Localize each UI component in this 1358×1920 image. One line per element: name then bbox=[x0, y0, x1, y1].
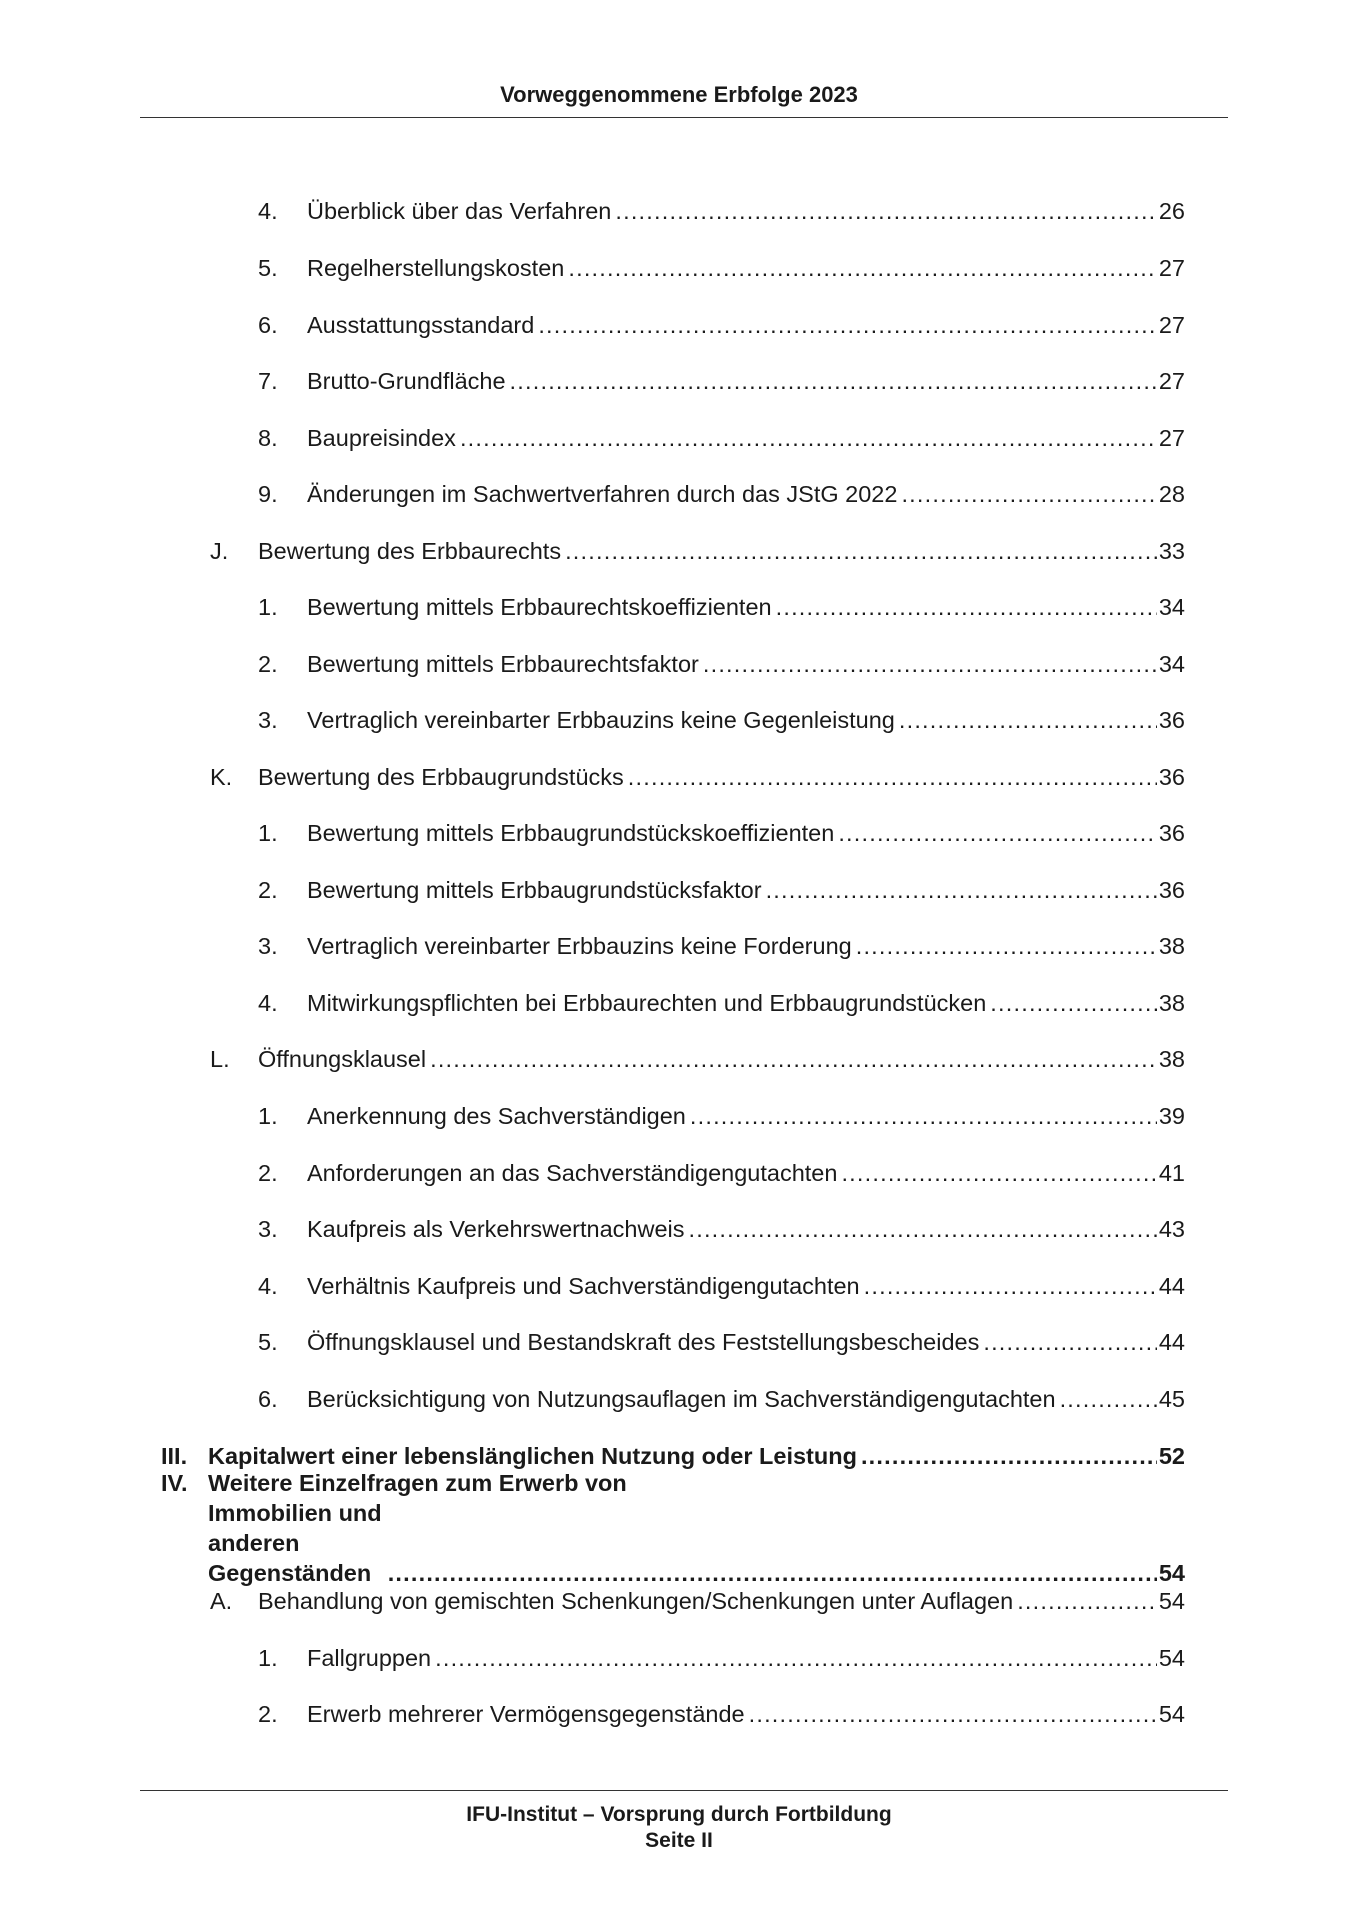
toc-entry-number: 3. bbox=[258, 707, 278, 733]
toc-entry-page: 27 bbox=[1158, 312, 1185, 338]
toc-entry-page: 26 bbox=[1158, 198, 1185, 224]
toc-entry[interactable] bbox=[258, 592, 1185, 622]
toc-entry[interactable] bbox=[210, 762, 1185, 792]
toc-dot-leader bbox=[990, 988, 1157, 1018]
toc-entry-page: 34 bbox=[1158, 651, 1185, 677]
toc-entry-number: 1. bbox=[258, 820, 278, 846]
toc-entry-title: Bewertung mittels Erbbaurechtskoeffizienten bbox=[307, 594, 772, 620]
toc-entry-page: 44 bbox=[1158, 1329, 1185, 1355]
toc-entry[interactable] bbox=[258, 1643, 1185, 1673]
toc-entry-title: Anforderungen an das Sachverständigengutachten bbox=[307, 1160, 838, 1186]
toc-dot-leader bbox=[565, 536, 1157, 566]
toc-entry-number: 4. bbox=[258, 198, 278, 224]
toc-entry-page: 28 bbox=[1158, 481, 1185, 507]
toc-entry-number: 3. bbox=[258, 933, 278, 959]
toc-entry-page: 36 bbox=[1158, 707, 1185, 733]
toc-entry-number: 5. bbox=[258, 1329, 278, 1355]
footer-rule bbox=[140, 1790, 1228, 1791]
toc-entry-page: 38 bbox=[1158, 990, 1185, 1016]
toc-entry[interactable] bbox=[258, 1384, 1185, 1414]
toc-dot-leader bbox=[1060, 1384, 1157, 1414]
toc-entry-page: 38 bbox=[1158, 1046, 1185, 1072]
toc-entry-number: K. bbox=[210, 764, 233, 790]
toc-entry[interactable] bbox=[258, 1214, 1185, 1244]
toc-entry-page: 39 bbox=[1158, 1103, 1185, 1129]
toc-dot-leader bbox=[690, 1101, 1157, 1131]
toc-entry-title: Vertraglich vereinbarter Erbbauzins keine Gegenleistung bbox=[307, 707, 895, 733]
toc-entry-title: Bewertung des Erbbaugrundstücks bbox=[258, 764, 624, 790]
toc-entry[interactable] bbox=[258, 1101, 1185, 1131]
toc-entry-page: 27 bbox=[1158, 425, 1185, 451]
toc-entry-title: Bewertung mittels Erbbaugrundstückskoeffizienten bbox=[307, 820, 835, 846]
toc-dot-leader bbox=[983, 1327, 1157, 1357]
toc-entry[interactable] bbox=[161, 1470, 1185, 1588]
toc-entry-title: Fallgruppen bbox=[307, 1645, 432, 1671]
toc-entry[interactable] bbox=[258, 931, 1185, 961]
toc-entry-number: 4. bbox=[258, 1273, 278, 1299]
toc-dot-leader bbox=[568, 253, 1157, 283]
toc-entry-page: 54 bbox=[1158, 1588, 1185, 1614]
toc-entry-title: Überblick über das Verfahren bbox=[307, 198, 612, 224]
toc-dot-leader bbox=[841, 1158, 1156, 1188]
toc-entry-number: 2. bbox=[258, 877, 278, 903]
toc-entry[interactable] bbox=[258, 253, 1185, 283]
toc-entry-title: Öffnungsklausel und Bestandskraft des Feststellungsbescheides bbox=[307, 1329, 980, 1355]
toc-entry-number: 1. bbox=[258, 1645, 278, 1671]
toc-entry-title-line1: Weitere Einzelfragen zum Erwerb von bbox=[208, 1470, 627, 1496]
toc-dot-leader bbox=[901, 479, 1156, 509]
toc-entry-page: 54 bbox=[1158, 1645, 1185, 1671]
toc-entry-title: Erwerb mehrerer Vermögensgegenstände bbox=[307, 1701, 745, 1727]
toc-entry[interactable] bbox=[258, 649, 1185, 679]
toc-entry-title: Kaufpreis als Verkehrswertnachweis bbox=[307, 1216, 685, 1242]
page-header-title: Vorweggenommene Erbfolge 2023 bbox=[500, 82, 858, 107]
toc-entry-page: 36 bbox=[1158, 820, 1185, 846]
toc-dot-leader bbox=[460, 423, 1157, 453]
toc-dot-leader bbox=[856, 931, 1157, 961]
toc-dot-leader bbox=[628, 762, 1157, 792]
toc-entry-title: Änderungen im Sachwertverfahren durch das JStG 2022 bbox=[307, 481, 898, 507]
toc-entry-number: 5. bbox=[258, 255, 278, 281]
toc-entry-title: Regelherstellungskosten bbox=[307, 255, 565, 281]
toc-dot-leader bbox=[615, 196, 1156, 226]
toc-entry-page: 38 bbox=[1158, 933, 1185, 959]
toc-entry[interactable] bbox=[258, 1158, 1185, 1188]
toc-entry[interactable] bbox=[258, 875, 1185, 905]
toc-entry[interactable] bbox=[210, 1586, 1185, 1616]
toc-entry-number: 2. bbox=[258, 651, 278, 677]
toc-entry-title: Verhältnis Kaufpreis und Sachverständigengutachten bbox=[307, 1273, 860, 1299]
footer-institute: IFU-Institut – Vorsprung durch Fortbildung bbox=[466, 1803, 892, 1826]
toc-entry-number: 2. bbox=[258, 1701, 278, 1727]
toc-dot-leader bbox=[703, 649, 1157, 679]
toc-entry-page: 36 bbox=[1158, 764, 1185, 790]
toc-entry-title: Öffnungsklausel bbox=[258, 1046, 427, 1072]
toc-entry-title: Anerkennung des Sachverständigen bbox=[307, 1103, 686, 1129]
toc-entry[interactable] bbox=[210, 1044, 1185, 1074]
toc-dot-leader bbox=[388, 1558, 1157, 1588]
toc-entry-page: 34 bbox=[1158, 594, 1185, 620]
toc-entry-page: 43 bbox=[1158, 1216, 1185, 1242]
toc-entry-number: 9. bbox=[258, 481, 278, 507]
toc-entry-title: Brutto-Grundfläche bbox=[307, 368, 506, 394]
toc-entry-number: L. bbox=[210, 1046, 230, 1072]
toc-entry-number: 8. bbox=[258, 425, 278, 451]
toc-entry-title: Bewertung mittels Erbbaurechtsfaktor bbox=[307, 651, 699, 677]
toc-entry-title: Ausstattungsstandard bbox=[307, 312, 535, 338]
toc-entry[interactable] bbox=[258, 818, 1185, 848]
toc-entry-page: 41 bbox=[1158, 1160, 1185, 1186]
toc-entry-page: 45 bbox=[1158, 1386, 1185, 1412]
toc-entry-page: 54 bbox=[1158, 1560, 1185, 1586]
toc-dot-leader bbox=[861, 1441, 1157, 1471]
toc-entry-number: 6. bbox=[258, 312, 278, 338]
toc-entry-title: Behandlung von gemischten Schenkungen/Schenkungen unter Auflagen bbox=[258, 1588, 1014, 1614]
toc-dot-leader bbox=[899, 705, 1157, 735]
toc-entry[interactable] bbox=[258, 1271, 1185, 1301]
footer-page-number: Seite II bbox=[645, 1829, 713, 1852]
toc-entry-number: 7. bbox=[258, 368, 278, 394]
toc-entry[interactable] bbox=[161, 1441, 1185, 1471]
toc-entry[interactable] bbox=[258, 366, 1185, 396]
toc-entry-number: 2. bbox=[258, 1160, 278, 1186]
toc-entry[interactable] bbox=[258, 479, 1185, 509]
toc-entry-page: 33 bbox=[1158, 538, 1185, 564]
toc-entry-page: 52 bbox=[1158, 1443, 1185, 1469]
toc-dot-leader bbox=[864, 1271, 1157, 1301]
toc-entry-title: Kapitalwert einer lebenslänglichen Nutzung oder Leistung bbox=[208, 1443, 857, 1469]
toc-dot-leader bbox=[749, 1699, 1157, 1729]
toc-dot-leader bbox=[538, 310, 1157, 340]
toc-entry[interactable] bbox=[258, 423, 1185, 453]
toc-dot-leader bbox=[435, 1643, 1157, 1673]
toc-dot-leader bbox=[430, 1044, 1157, 1074]
toc-entry-page: 27 bbox=[1158, 255, 1185, 281]
toc-entry-number: 1. bbox=[258, 1103, 278, 1129]
toc-dot-leader bbox=[766, 875, 1157, 905]
toc-entry[interactable] bbox=[258, 310, 1185, 340]
toc-entry-title: Mitwirkungspflichten bei Erbbaurechten und Erbbaugrundstücken bbox=[307, 990, 987, 1016]
toc-dot-leader bbox=[510, 366, 1157, 396]
toc-entry-number: IV. bbox=[161, 1470, 188, 1496]
toc-entry-number: J. bbox=[210, 538, 229, 564]
toc-entry-title: Bewertung des Erbbaurechts bbox=[258, 538, 562, 564]
toc-entry[interactable] bbox=[258, 705, 1185, 735]
toc-entry[interactable] bbox=[258, 1699, 1185, 1729]
toc-dot-leader bbox=[688, 1214, 1156, 1244]
toc-entry-number: A. bbox=[210, 1588, 233, 1614]
toc-entry[interactable] bbox=[258, 1327, 1185, 1357]
toc-entry-page: 54 bbox=[1158, 1701, 1185, 1727]
toc-entry[interactable] bbox=[210, 536, 1185, 566]
toc-entry-title: Baupreisindex bbox=[307, 425, 456, 451]
toc-entry-title: Immobilien und anderen Gegenständen bbox=[208, 1500, 382, 1586]
toc-entry-title: Vertraglich vereinbarter Erbbauzins keine Forderung bbox=[307, 933, 852, 959]
toc-entry-title: Bewertung mittels Erbbaugrundstücksfaktor bbox=[307, 877, 762, 903]
toc-entry-number: 1. bbox=[258, 594, 278, 620]
toc-entry[interactable] bbox=[258, 196, 1185, 226]
toc-entry-number: 6. bbox=[258, 1386, 278, 1412]
toc-entry-number: 3. bbox=[258, 1216, 278, 1242]
toc-entry[interactable] bbox=[258, 988, 1185, 1018]
toc-dot-leader bbox=[776, 592, 1157, 622]
toc-entry-number: 4. bbox=[258, 990, 278, 1016]
toc-entry-page: 44 bbox=[1158, 1273, 1185, 1299]
toc-entry-page: 27 bbox=[1158, 368, 1185, 394]
toc-entry-number: III. bbox=[161, 1443, 188, 1469]
toc-dot-leader bbox=[838, 818, 1157, 848]
toc-entry-title: Berücksichtigung von Nutzungsauflagen im Sachverständigengutachten bbox=[307, 1386, 1056, 1412]
toc-dot-leader bbox=[1017, 1586, 1157, 1616]
toc-entry-page: 36 bbox=[1158, 877, 1185, 903]
